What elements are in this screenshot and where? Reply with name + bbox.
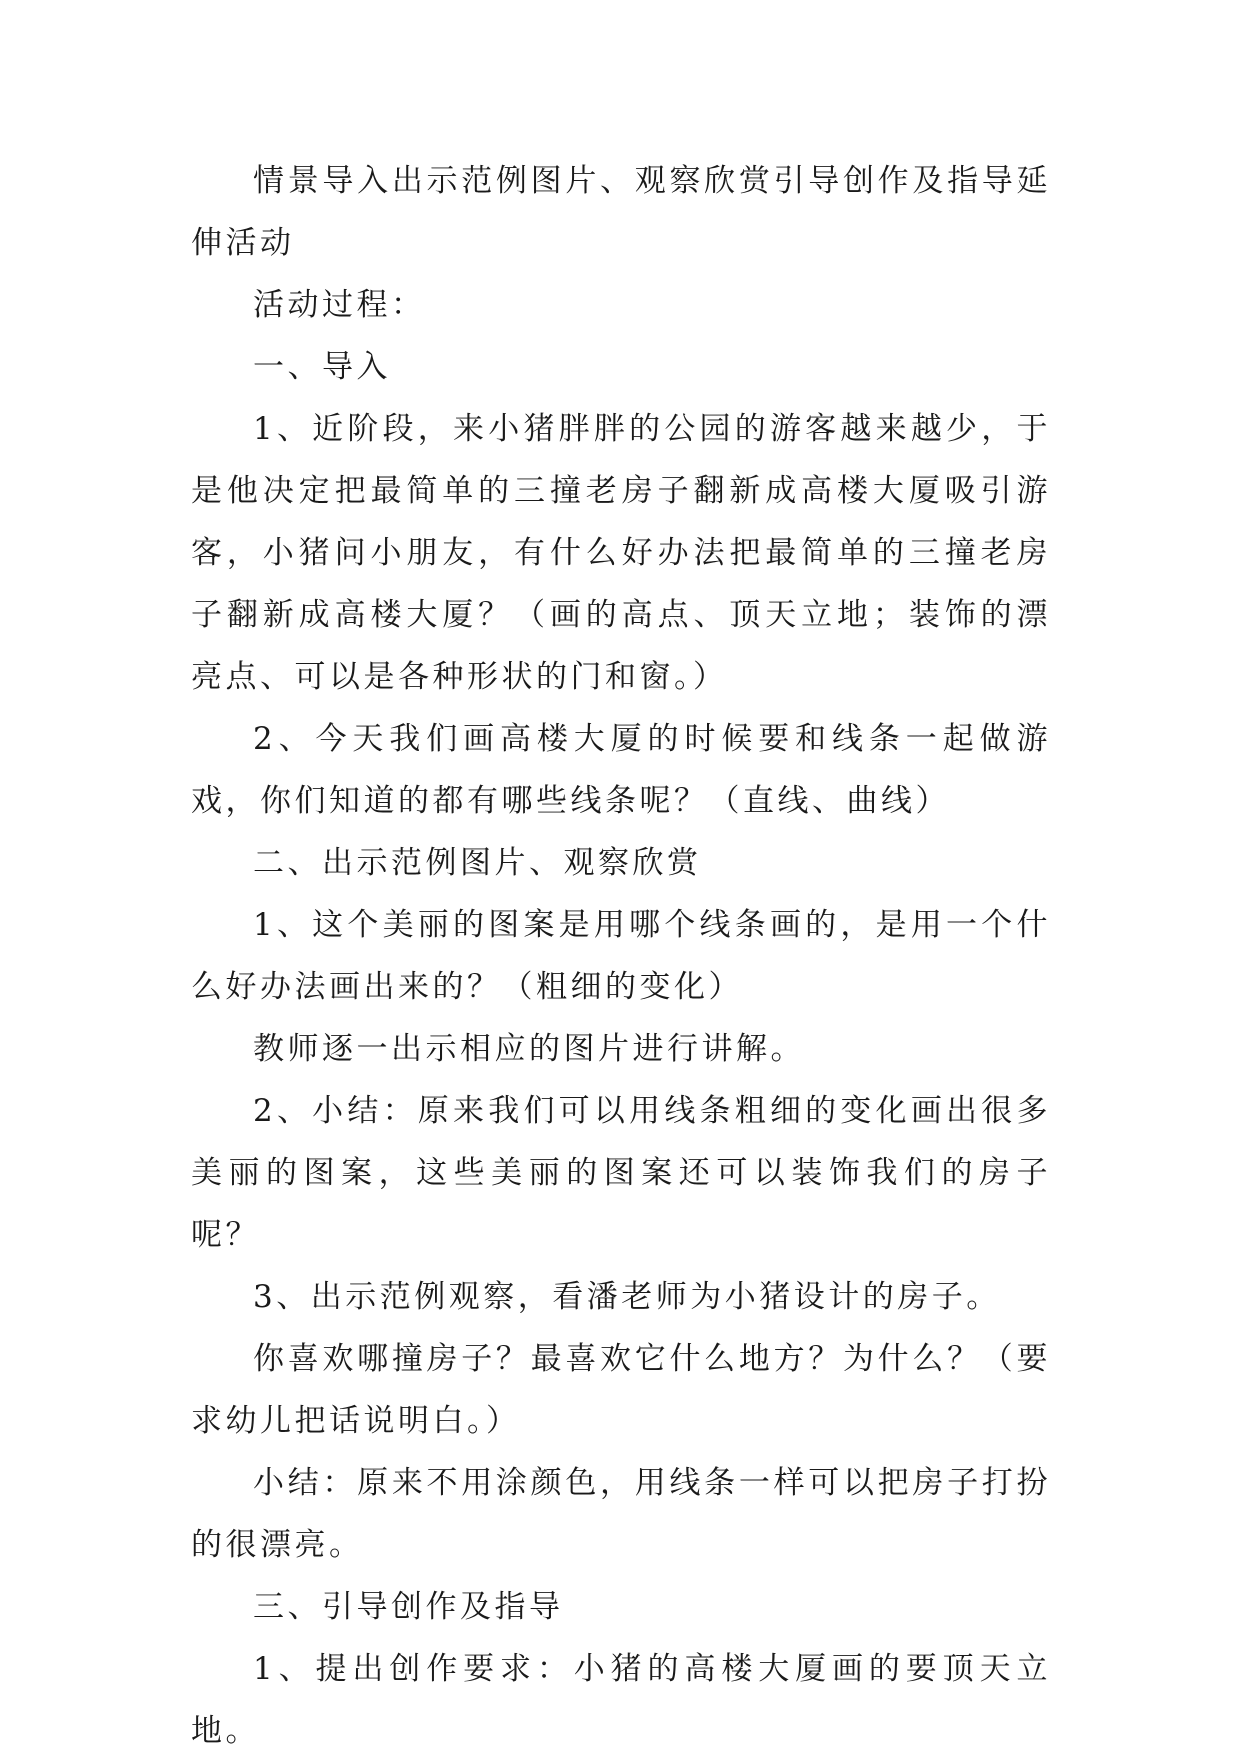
paragraph-1-2: 2、今天我们画高楼大厦的时候要和线条一起做游戏，你们知道的都有哪些线条呢？（直线、曲线） <box>191 721 1051 819</box>
paragraph-3-1: 1、提出创作要求：小猪的高楼大厦画的要顶天立地。 <box>191 1651 1051 1749</box>
paragraph-1-1: 1、近阶段，来小猪胖胖的公园的游客越来越少，于是他决定把最简单的三撞老房子翻新成高楼大厦吸引游客，小猪问小朋友，有什么好办法把最简单的三撞老房子翻新成高楼大厦？（画的高点、顶天立地；装饰的漂亮点、可以是各种形状的门和窗。） <box>191 411 1051 695</box>
document-body <box>191 150 1051 1762</box>
paragraph-2-2: 2、小结：原来我们可以用线条粗细的变化画出很多美丽的图案，这些美丽的图案还可以装饰我们的房子呢？ <box>191 1093 1051 1253</box>
paragraph-intro: 情景导入出示范例图片、观察欣赏引导创作及指导延伸活动 <box>191 163 1051 261</box>
paragraph-2-question: 你喜欢哪撞房子？最喜欢它什么地方？为什么？（要求幼儿把话说明白。） <box>191 1341 1051 1439</box>
paragraph-process-heading: 活动过程： <box>253 287 426 323</box>
section-heading-2: 二、出示范例图片、观察欣赏 <box>253 845 702 881</box>
paragraph-2-3: 3、出示范例观察，看潘老师为小猪设计的房子。 <box>253 1279 1001 1315</box>
paragraph-2-summary: 小结：原来不用涂颜色，用线条一样可以把房子打扮的很漂亮。 <box>191 1465 1051 1563</box>
section-heading-3: 三、引导创作及指导 <box>253 1589 564 1625</box>
paragraph-2-1: 1、这个美丽的图案是用哪个线条画的，是用一个什么好办法画出来的？（粗细的变化） <box>191 907 1051 1005</box>
section-heading-1: 一、导入 <box>253 349 391 385</box>
paragraph-2-teacher: 教师逐一出示相应的图片进行讲解。 <box>253 1031 805 1067</box>
